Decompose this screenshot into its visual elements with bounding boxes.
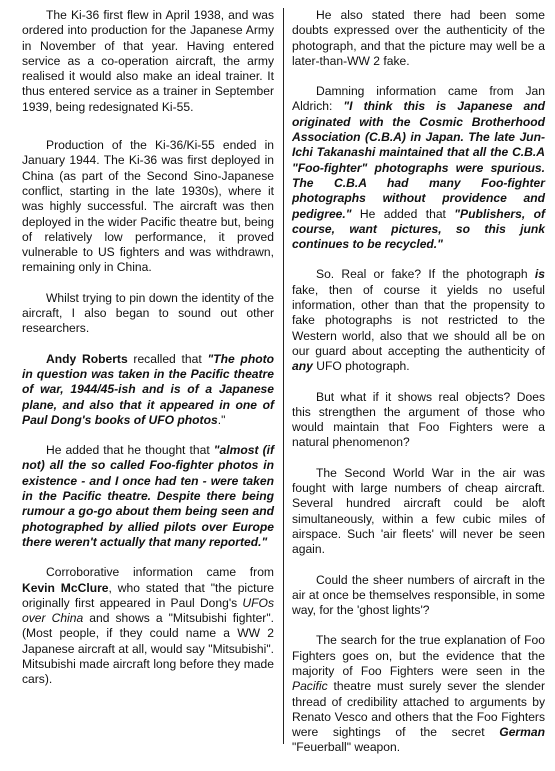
paragraph-text: He also stated there had been some doubts expressed over the authenticity of the photograph, and that the picture may well be a later-than-WW 2 fake. bbox=[292, 8, 545, 68]
paragraph-text: fake, then of course it yields no useful information, other than that the propensity to fake photographs is not restricted to the Western world, also that we should all be on our guard about accepting the authenticity of bbox=[292, 282, 545, 358]
paragraph-text: UFO photograph. bbox=[312, 359, 410, 374]
emphasis-text: is bbox=[534, 267, 545, 282]
paragraph-text: But what if it shows real objects? Does this strengthen the argument of those who would maintain that Foo Fighters were a natural phenomenon? bbox=[292, 389, 545, 450]
paragraph-text: So. Real or fake? If the photograph bbox=[316, 267, 535, 282]
quote-text: "Publishers, of course, want pictures, so this junk continues to be recycled." bbox=[292, 206, 545, 252]
paragraph-andy-roberts bbox=[22, 352, 274, 428]
paragraph-ghost-lights bbox=[292, 573, 545, 619]
paragraph-text: , who stated that "the picture originally first appeared in Paul Dong's bbox=[22, 580, 274, 610]
emphasis-text: Pacific bbox=[292, 679, 328, 694]
paragraph-text: Whilst trying to pin down the identity of the aircraft, I also began to sound out other researchers. bbox=[22, 290, 274, 336]
paragraph-search-explanation bbox=[292, 633, 545, 755]
person-name: Andy Roberts bbox=[46, 351, 128, 366]
paragraph-text: "Feuerball" weapon. bbox=[292, 740, 401, 755]
left-column bbox=[22, 8, 274, 703]
paragraph-text: He added that bbox=[351, 206, 455, 221]
paragraph-foo-fighter-photos bbox=[22, 443, 274, 550]
paragraph-text: ." bbox=[217, 412, 226, 427]
paragraph-jan-aldrich bbox=[292, 84, 545, 252]
quote-text: "The photo in question was taken in the Pacific theatre of war, 1944/45-ish and is of a Japanese plane, and also that it appeared in one of Paul Dong's books of UFO photos bbox=[22, 351, 275, 427]
paragraph-kevin-mcclure bbox=[22, 565, 274, 687]
quote-text: "I think this is Japanese and originated with the Cosmic Brotherhood Association (C.B.A) in Japan. The late Jun-Ichi Takanashi maintained that all the C.B.A "Foo-fighter" photographs were spurious. The C.B.A had many Foo-fighter photographs without providence and pedigree." bbox=[292, 99, 545, 221]
paragraph-text: recalled that bbox=[127, 351, 208, 366]
quote-text: "almost (if not) all the so called Foo-fighter photos in existence - and I once had ten - were taken in the Pacific theatre. Despite there being rumour a go-go about them being seen and photographed by allied pilots over Europe there weren't actually that many reported." bbox=[22, 443, 274, 549]
column-divider bbox=[283, 8, 284, 744]
paragraph-production bbox=[22, 138, 274, 276]
paragraph-second-world-war bbox=[292, 466, 545, 558]
paragraph-text: and shows a "Mitsubishi fighter". (Most people, if they could name a WW 2 Japanese aircraft at all, would say "Mitsubishi". Mitsubishi made aircraft long before they made cars). bbox=[22, 611, 274, 687]
paragraph-text: Could the sheer numbers of aircraft in the air at once be themselves responsible, in some way, for the 'ghost lights'? bbox=[292, 572, 545, 618]
paragraph-real-or-fake bbox=[292, 267, 545, 374]
paragraph-ki36-history bbox=[22, 8, 274, 115]
paragraph-text: Damning information came from Jan Aldrich: bbox=[292, 84, 545, 114]
book-title: UFOs over China bbox=[22, 595, 274, 626]
paragraph-text: The Second World War in the air was fought with large numbers of cheap aircraft. Several hundred aircraft could be aloft simultaneously, within a few cubic miles of airspace. Such 'air fleets' will never be seen again. bbox=[292, 465, 545, 557]
paragraph-text: Corroborative information came from bbox=[46, 565, 274, 580]
paragraph-researchers bbox=[22, 291, 274, 337]
paragraph-text: He added that he thought that bbox=[46, 443, 214, 458]
person-name: Kevin McClure bbox=[22, 580, 109, 595]
paragraph-text: Production of the Ki-36/Ki-55 ended in January 1944. The Ki-36 was first deployed in China (as part of the Second Sino-Japanese conflict, starting in the late 1930s), where it was highly successful. The aircraft was then deployed in the wider Pacific theatre but, being of relatively low performance, it proved vulnerable to US fighters and was withdrawn, remaining only in China. bbox=[22, 138, 274, 275]
paragraph-text: The Ki-36 first flew in April 1938, and was ordered into production for the Japanese Army in November of that year. Having entered service as a co-operation aircraft, the army realised it would also make an ideal trainer. It thus entered service as a trainer in September 1939, being redesignated Ki-55. bbox=[22, 8, 274, 114]
right-column bbox=[292, 8, 545, 771]
paragraph-text: theatre must surely sever the slender thread of credibility attached to arguments by Renato Vesco and others that the Foo Fighters were sightings of the secret bbox=[292, 679, 545, 740]
emphasis-text: German bbox=[499, 725, 545, 740]
paragraph-text: The search for the true explanation of Foo Fighters goes on, but the evidence that the majority of Foo Fighters were seen in the bbox=[292, 633, 545, 678]
paragraph-real-objects bbox=[292, 390, 545, 451]
emphasis-text: any bbox=[292, 359, 313, 374]
paragraph-authenticity-doubts bbox=[292, 8, 545, 69]
